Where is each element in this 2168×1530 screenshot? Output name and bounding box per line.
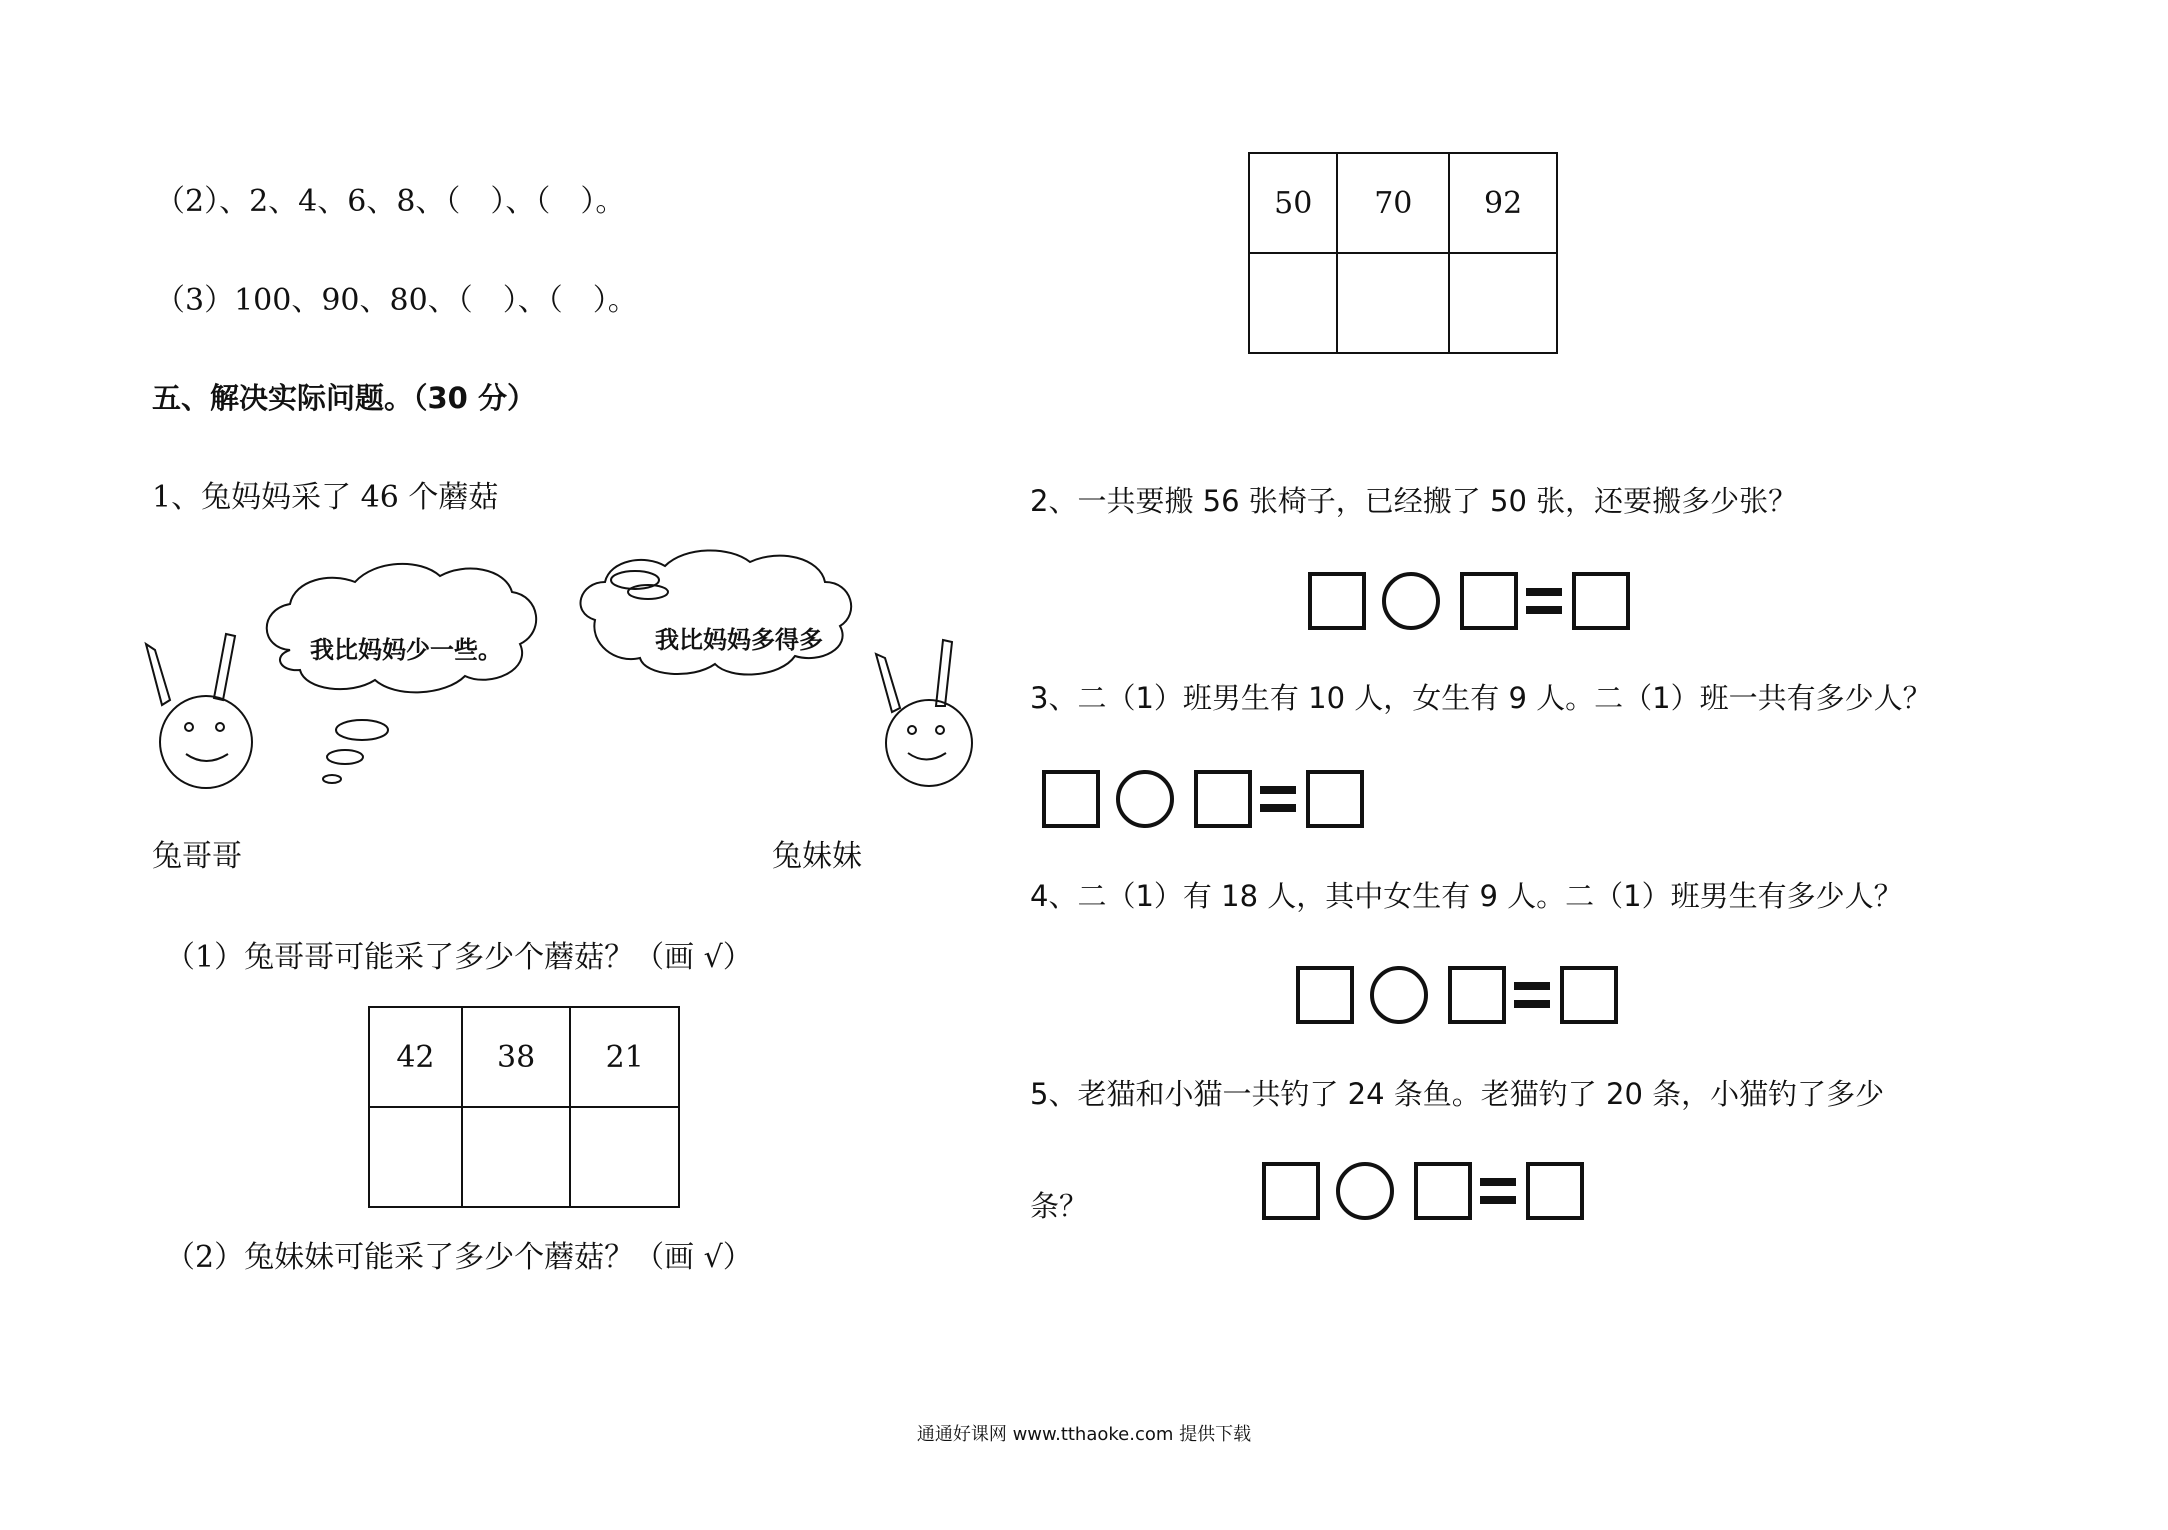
sequence-question-3: （3）100、90、80、（ ）、（ ）。: [155, 283, 638, 318]
answer-box[interactable]: [1572, 572, 1630, 630]
answer-box[interactable]: [1448, 966, 1506, 1024]
rabbits-illustration: [140, 540, 990, 810]
brother-options-table: [368, 1006, 680, 1208]
check-cell[interactable]: [1249, 253, 1337, 353]
check-cell[interactable]: [570, 1107, 679, 1207]
sequence-question-2: （2）、2、4、6、8、（ ）、（ ）。: [155, 184, 626, 219]
equals-sign: [1514, 982, 1550, 1008]
operator-circle[interactable]: [1116, 770, 1174, 828]
answer-box[interactable]: [1306, 770, 1364, 828]
equals-sign: [1526, 588, 1562, 614]
option-cell: 70: [1337, 153, 1449, 253]
answer-box[interactable]: [1526, 1162, 1584, 1220]
sister-options-table: [1248, 152, 1558, 354]
section-heading: 五、解决实际问题。（30 分）: [152, 381, 536, 415]
label-sister: 兔妹妹: [772, 839, 862, 874]
option-cell: 92: [1449, 153, 1557, 253]
operator-circle[interactable]: [1370, 966, 1428, 1024]
problem-5-text-line-1: 5、老猫和小猫一共钓了 24 条鱼。老猫钓了 20 条，小猫钓了多少: [1030, 1077, 1885, 1111]
problem-2-text: 2、一共要搬 56 张椅子，已经搬了 50 张，还要搬多少张？: [1030, 484, 1798, 518]
answer-box[interactable]: [1560, 966, 1618, 1024]
answer-box[interactable]: [1460, 572, 1518, 630]
thought-bubble-sister: [581, 550, 852, 674]
option-cell: 42: [369, 1007, 462, 1107]
answer-box[interactable]: [1308, 572, 1366, 630]
equation-2: [1308, 572, 1638, 630]
rabbit-brother-icon: [146, 634, 252, 788]
check-cell[interactable]: [369, 1107, 462, 1207]
page-footer: 通通好课网 www.tthaoke.com 提供下载: [916, 1424, 1252, 1445]
option-cell: 38: [462, 1007, 571, 1107]
answer-box[interactable]: [1296, 966, 1354, 1024]
check-cell[interactable]: [1449, 253, 1557, 353]
answer-box[interactable]: [1262, 1162, 1320, 1220]
check-cell[interactable]: [462, 1107, 571, 1207]
problem-4-text: 4、二（1）有 18 人，其中女生有 9 人。二（1）班男生有多少人？: [1030, 879, 1903, 913]
operator-circle[interactable]: [1336, 1162, 1394, 1220]
check-cell[interactable]: [1337, 253, 1449, 353]
problem-3-text: 3、二（1）班男生有 10 人，女生有 9 人。二（1）班一共有多少人？: [1030, 681, 1932, 715]
equation-4: [1296, 966, 1626, 1024]
equation-5: [1262, 1162, 1592, 1220]
operator-circle[interactable]: [1382, 572, 1440, 630]
problem-5-text-line-2: 条？: [1030, 1189, 1089, 1223]
label-brother: 兔哥哥: [152, 839, 242, 874]
equals-sign: [1260, 786, 1296, 812]
answer-box[interactable]: [1042, 770, 1100, 828]
rabbit-sister-icon: [876, 640, 972, 786]
equals-sign: [1480, 1178, 1516, 1204]
option-cell: 21: [570, 1007, 679, 1107]
thought-bubble-brother: [267, 564, 536, 692]
answer-box[interactable]: [1414, 1162, 1472, 1220]
bubble-text-sister: 我比妈妈多得多: [655, 626, 823, 654]
answer-box[interactable]: [1194, 770, 1252, 828]
equation-3: [1042, 770, 1372, 828]
problem-1-question-2: （2）兔妹妹可能采了多少个蘑菇？（画 √）: [165, 1240, 753, 1275]
bubble-text-brother: 我比妈妈少一些。: [310, 636, 502, 664]
problem-1-stem: 1、兔妈妈采了 46 个蘑菇: [152, 480, 499, 515]
option-cell: 50: [1249, 153, 1337, 253]
problem-1-question-1: （1）兔哥哥可能采了多少个蘑菇？（画 √）: [165, 940, 753, 975]
